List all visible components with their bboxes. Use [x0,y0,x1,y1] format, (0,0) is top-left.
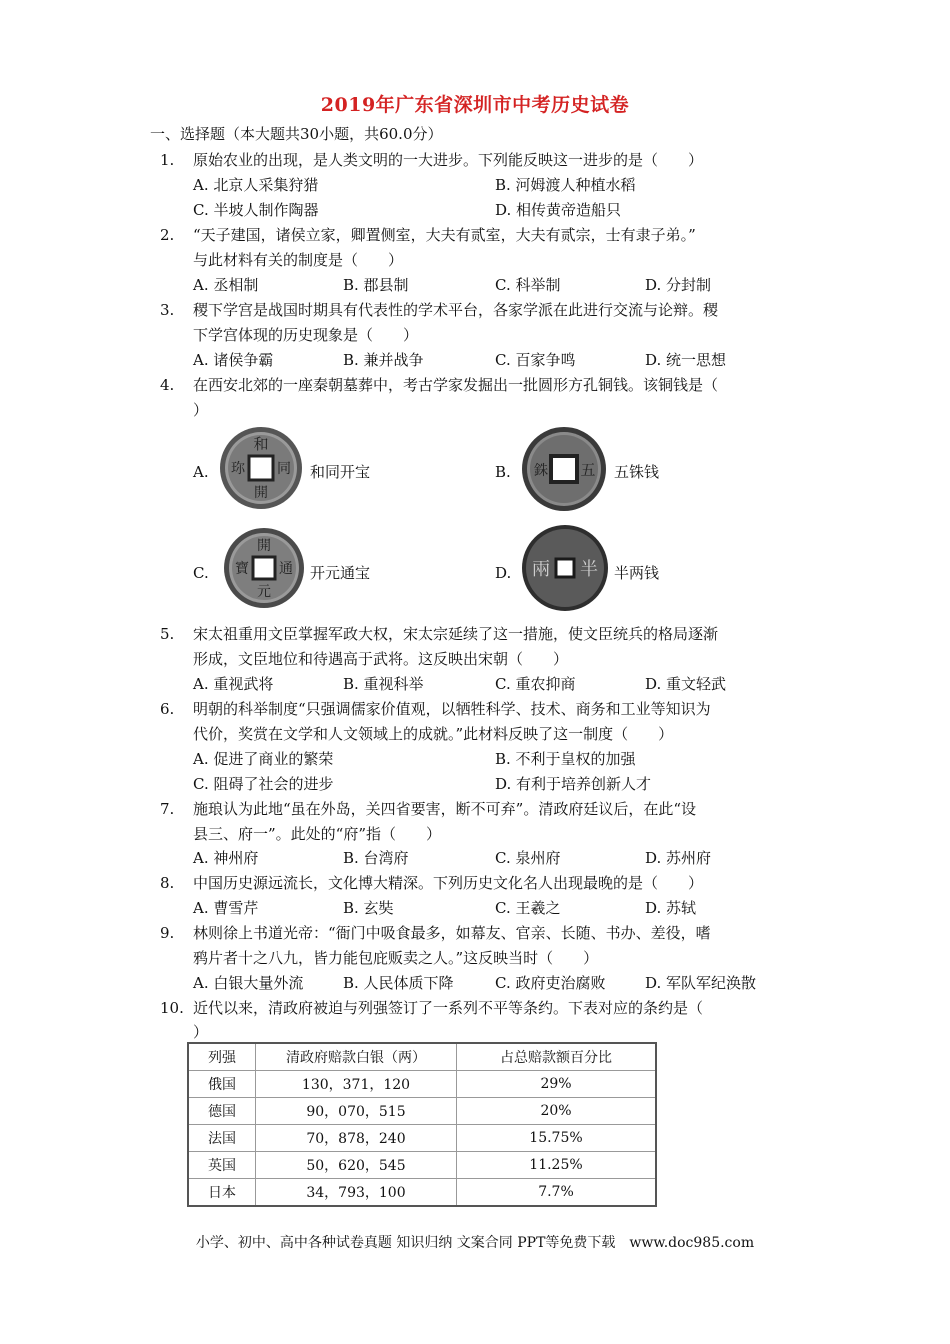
option-c: C. 半坡人制作陶器 [193,201,319,219]
option-c: C. 阻碍了社会的进步 [193,775,334,793]
option-a: A. 诸侯争霸 [193,351,274,369]
option-a: A. 重视武将 [193,675,274,693]
coin-name-a: 和同开宝 [310,463,371,481]
svg-text:銖: 銖 [534,463,548,479]
question-number: 5. [160,625,175,643]
question-text: 宋太祖重用文臣掌握军政大权，宋太宗延续了这一措施，使文臣统兵的格局逐渐 [193,625,719,643]
table-cell: 11.25% [457,1152,657,1179]
option-c: C. [193,564,209,582]
option-d: D. 统一思想 [645,351,727,369]
question-text: 与此材料有关的制度是（ ） [193,251,404,269]
option-d: D. 相传黄帝造船只 [495,201,622,219]
page-title: 2019年广东省深圳市中考历史试卷 [320,94,630,116]
question-text: 在西安北郊的一座秦朝墓葬中，考古学家发掘出一批圆形方孔铜钱。该铜钱是（ [193,376,719,394]
option-b: B. 重视科举 [343,675,424,693]
question-text: ） [193,1023,209,1041]
indemnity-table [187,1042,657,1207]
option-d: D. 分封制 [645,276,712,294]
option-d: D. 苏轼 [645,899,697,917]
table-cell: 日本 [188,1179,256,1207]
option-b: B. 郡县制 [343,276,409,294]
option-a: A. 北京人采集狩猎 [193,176,319,194]
option-b: B. 玄奘 [343,899,394,917]
table-cell: 7.7% [457,1179,657,1207]
table-cell: 70，878，240 [256,1125,457,1152]
svg-text:開: 開 [254,485,268,501]
option-a: A. [193,463,209,481]
option-b: B. 兼并战争 [343,351,424,369]
table-cell: 50，620，545 [256,1152,457,1179]
svg-text:五: 五 [580,461,596,479]
question-text: 林则徐上书道光帝：“衙门中吸食最多，如幕友、官亲、长随、书办、差役，嗜 [193,924,711,942]
option-a: A. 丞相制 [193,276,259,294]
table-cell: 法国 [188,1125,256,1152]
question-number: 10. [160,999,184,1017]
option-c: C. 政府吏治腐败 [495,974,606,992]
coin-name-b: 五铢钱 [614,463,660,481]
question-number: 4. [160,376,175,394]
question-text: 形成，文臣地位和待遇高于武将。这反映出宋朝（ ） [193,650,569,668]
option-c: C. 重农抑商 [495,675,576,693]
table-cell: 德国 [188,1098,256,1125]
option-a: A. 曹雪芹 [193,899,259,917]
question-text: 代价，奖赏在文学和人文领域上的成就。”此材料反映了这一制度（ ） [193,725,674,743]
table-cell: 英国 [188,1152,256,1179]
question-text: 近代以来，清政府被迫与列强签订了一系列不平等条约。下表对应的条约是（ [193,999,704,1017]
coin-image-a [218,425,304,511]
table-cell: 34，793，100 [256,1179,457,1207]
coin-image-c [222,526,306,610]
question-number: 1. [160,151,175,169]
option-d: D. [495,564,512,582]
table-cell: 29% [457,1071,657,1098]
svg-text:寶: 寶 [235,561,249,577]
question-number: 7. [160,800,175,818]
question-text: “天子建国，诸侯立家，卿置侧室，大夫有贰室，大夫有贰宗，士有隶子弟。” [193,226,696,244]
question-text: 明朝的科举制度“只强调儒家价值观，以牺牲科学、技术、商务和工业等知识为 [193,700,711,718]
section-heading: 一、选择题（本大题共30小题，共60.0分） [150,125,443,143]
question-number: 2. [160,226,175,244]
table-header-cell: 占总赔款额百分比 [457,1043,657,1071]
option-b: B. 不利于皇权的加强 [495,750,636,768]
table-row [188,1098,656,1125]
question-number: 9. [160,924,175,942]
option-d: D. 重文轻武 [645,675,727,693]
question-text: 施琅认为此地“虽在外岛，关四省要害，断不可弃”。清政府廷议后，在此“设 [193,800,697,818]
table-cell: 俄国 [188,1071,256,1098]
table-cell: 130，371，120 [256,1071,457,1098]
table-row [188,1125,656,1152]
option-d: D. 军队军纪涣散 [645,974,757,992]
svg-text:開: 開 [257,538,271,554]
table-row [188,1152,656,1179]
table-header-cell: 列强 [188,1043,256,1071]
option-b: B. 河姆渡人种植水稻 [495,176,636,194]
svg-text:和: 和 [253,435,269,453]
coin-image-b [520,425,608,513]
option-c: C. 科举制 [495,276,561,294]
option-c: C. 王羲之 [495,899,561,917]
option-a: A. 促进了商业的繁荣 [193,750,334,768]
question-number: 8. [160,874,175,892]
table-header-cell: 清政府赔款白银（两） [256,1043,457,1071]
question-text: 县三、府一”。此处的“府”指（ ） [193,825,442,843]
coin-name-d: 半两钱 [614,564,660,582]
option-b: B. 人民体质下降 [343,974,454,992]
svg-text:半: 半 [580,559,598,580]
svg-text:同: 同 [277,461,291,477]
option-d: D. 有利于培养创新人才 [495,775,652,793]
svg-text:元: 元 [257,584,271,600]
coin-image-d [520,523,610,613]
question-text: 中国历史源远流长，文化博大精深。下列历史文化名人出现最晚的是（ ） [193,874,704,892]
coin-name-c: 开元通宝 [310,564,371,582]
option-a: A. 白银大量外流 [193,974,304,992]
option-b: B. 台湾府 [343,849,409,867]
table-cell: 20% [457,1098,657,1125]
table-cell: 15.75% [457,1125,657,1152]
question-text: 鸦片者十之八九，皆力能包庇贩卖之人。”这反映当时（ ） [193,949,599,967]
svg-text:兩: 兩 [532,559,550,580]
table-row [188,1179,656,1207]
question-text: 下学宫体现的历史现象是（ ） [193,326,419,344]
question-text: ） [193,401,209,419]
question-number: 3. [160,301,175,319]
option-b: B. [495,463,511,481]
question-text: 稷下学宫是战国时期具有代表性的学术平台，各家学派在此进行交流与论辩。稷 [193,301,719,319]
table-header-row [188,1043,656,1071]
table-row [188,1071,656,1098]
page-footer: 小学、初中、高中各种试卷真题 知识归纳 文案合同 PPT等免费下载 www.doc985.com [195,1235,755,1251]
table-cell: 90，070，515 [256,1098,457,1125]
question-number: 6. [160,700,175,718]
option-d: D. 苏州府 [645,849,712,867]
question-text: 原始农业的出现，是人类文明的一大进步。下列能反映这一进步的是（ ） [193,151,704,169]
option-c: C. 百家争鸣 [495,351,576,369]
option-a: A. 神州府 [193,849,259,867]
svg-text:珎: 珎 [231,461,245,477]
option-c: C. 泉州府 [495,849,561,867]
svg-text:通: 通 [279,561,293,577]
